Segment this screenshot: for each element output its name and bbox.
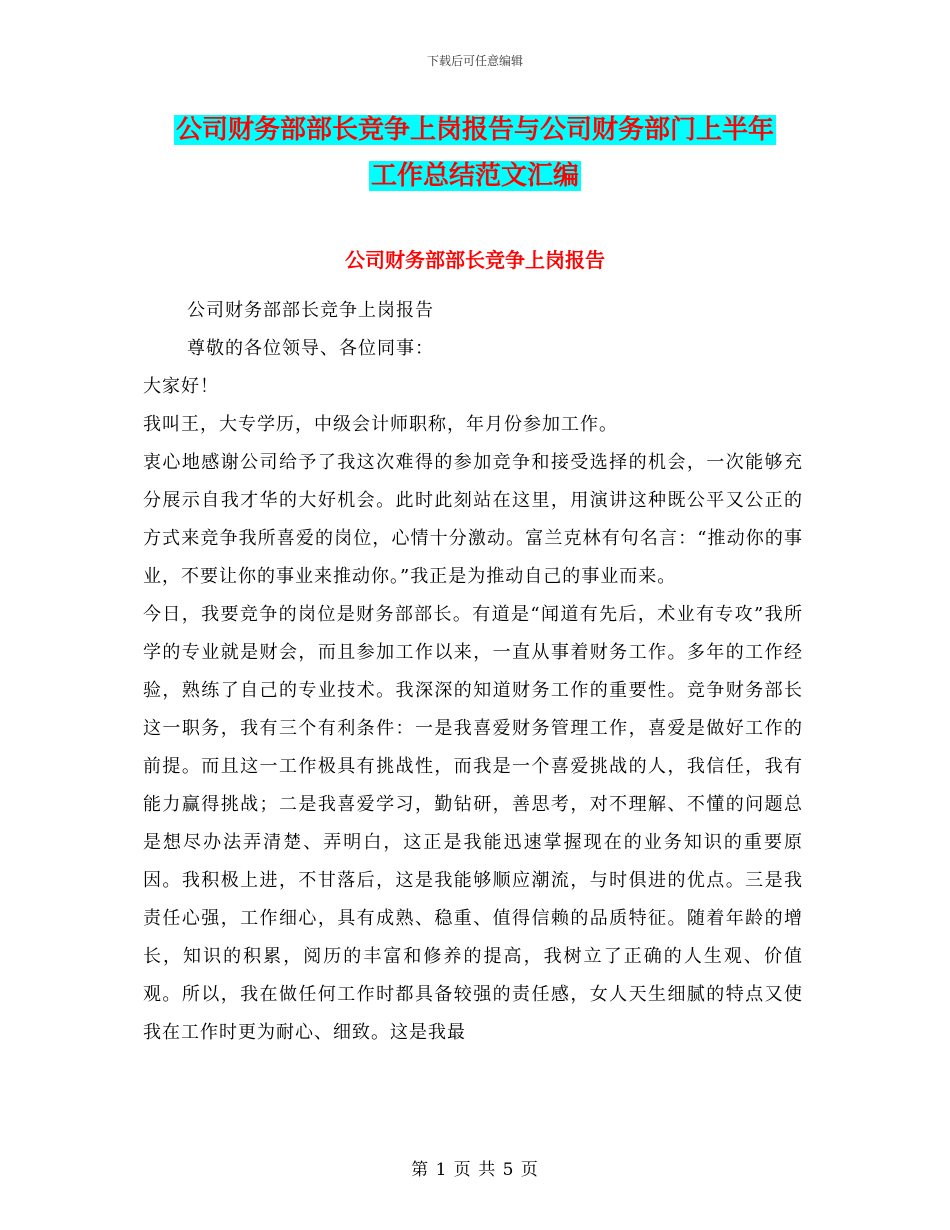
title-highlight-2: 工作总结范文汇编 bbox=[370, 161, 579, 191]
document-title-line-1 bbox=[0, 110, 950, 150]
page-footer: 第 1 页 共 5 页 bbox=[411, 1160, 539, 1180]
document-body bbox=[143, 292, 803, 1052]
section-title: 公司财务部部长竞争上岗报告 bbox=[345, 248, 605, 272]
paragraph-self-intro: 我叫王，大专学历，中级会计师职称，年月份参加工作。 bbox=[143, 414, 618, 435]
paragraph-report-name: 公司财务部部长竞争上岗报告 bbox=[187, 300, 434, 321]
document-title-line-2 bbox=[0, 156, 950, 196]
header-note: 下载后可任意编辑 bbox=[426, 54, 523, 68]
paragraph-salutation: 尊敬的各位领导、各位同事： bbox=[187, 338, 434, 359]
title-highlight-1: 公司财务部部长竞争上岗报告与公司财务部门上半年 bbox=[175, 115, 774, 145]
paragraph-greeting: 大家好！ bbox=[143, 376, 219, 397]
paragraph-qualifications: 今日，我要竞争的岗位是财务部部长。有道是“闻道有先后，术业有专攻”我所学的专业就是财会，而且参加工作以来，一直从事着财务工作。多年的工作经验，熟练了自己的专业技术。我深深的知道财务工作的重要性。竞争财务部长这一职务，我有三个有利条件：一是我喜爱财务管理工作，喜爱是做好工作的前提。而且这一工作极具有挑战性，而我是一个喜爱挑战的人，我信任，我有能力赢得挑战；二是我喜爱学习，勤钻研，善思考，对不理解、不懂的问题总是想尽办法弄清楚、弄明白，这正是我能迅速掌握现在的业务知识的重要原因。我积极上进，不甘落后，这是我能够顺应潮流，与时俱进的优点。三是我责任心强，工作细心，具有成熟、稳重、值得信赖的品质特征。随着年龄的增长，知识的积累，阅历的丰富和修养的提高，我树立了正确的人生观、价值观。所以，我在做任何工作时都具备较强的责任感，女人天生细腻的特点又使我在工作时更为耐心、细致。这是我最 bbox=[143, 604, 803, 1043]
paragraph-gratitude: 衷心地感谢公司给予了我这次难得的参加竞争和接受选择的机会，一次能够充分展示自我才华的大好机会。此时此刻站在这里，用演讲这种既公平又公正的方式来竞争我所喜爱的岗位，心情十分激动。富兰克林有句名言：“推动你的事业，不要让你的事业来推动你。”我正是为推动自己的事业而来。 bbox=[143, 452, 803, 587]
